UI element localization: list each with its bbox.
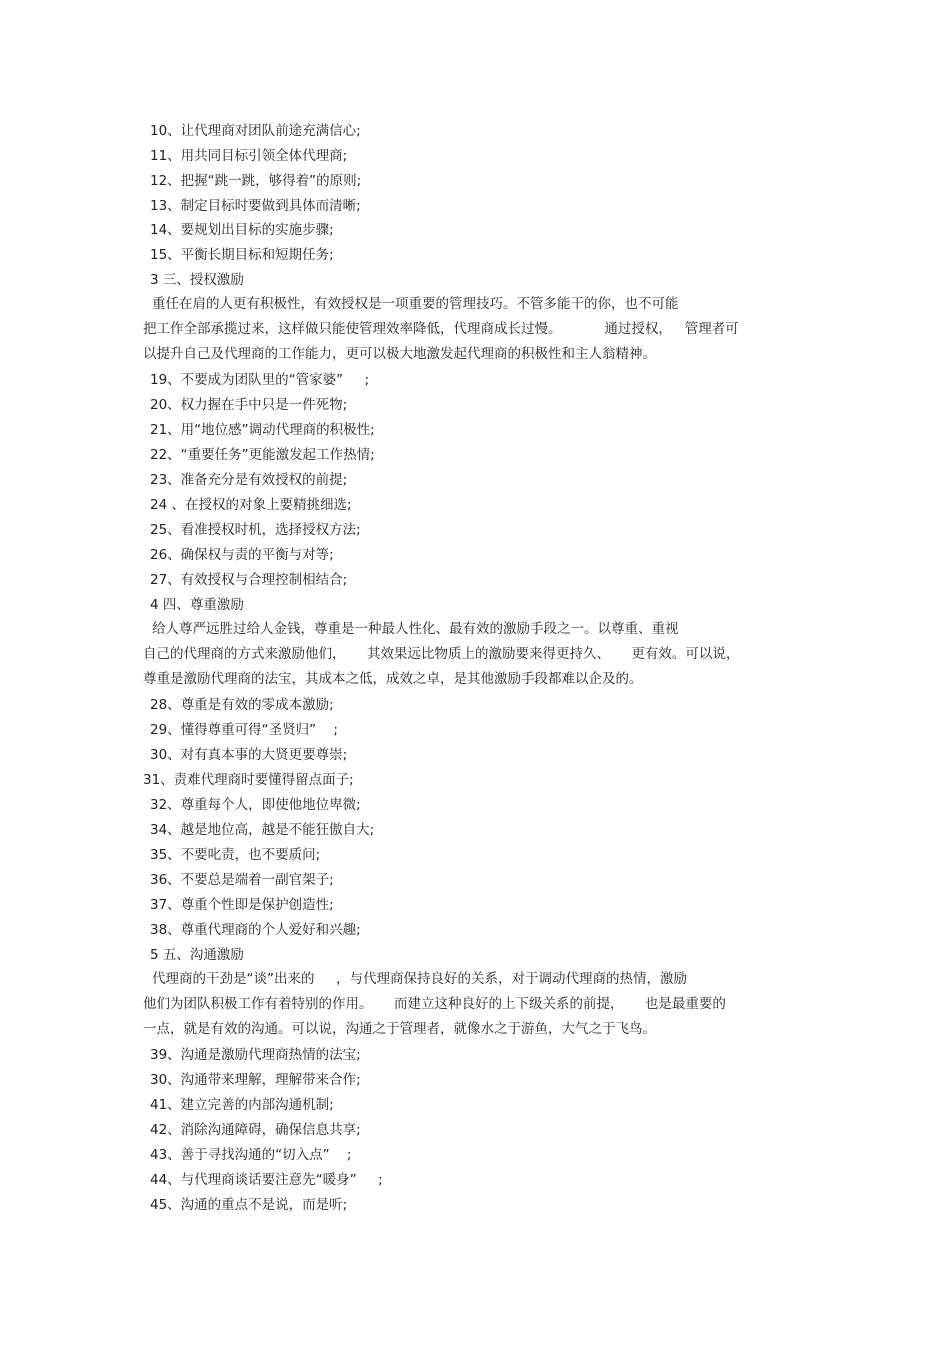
list-item: 25、看准授权时机，选择授权方法;: [150, 522, 361, 538]
list-item: 38、尊重代理商的个人爱好和兴趣;: [150, 922, 361, 938]
list-item: 45、沟通的重点不是说，而是听;: [150, 1197, 348, 1213]
section-heading: 4 四、尊重激励: [150, 597, 244, 613]
list-item: 41、建立完善的内部沟通机制;: [150, 1097, 334, 1113]
list-item: 31、责难代理商时要懂得留点面子;: [143, 772, 354, 788]
list-item: 39、沟通是激励代理商热情的法宝;: [150, 1047, 361, 1063]
list-item: 37、尊重个性即是保护创造性;: [150, 897, 334, 913]
list-item: 30、对有真本事的大贤更要尊崇;: [150, 747, 348, 763]
paragraph-line: 以提升自己及代理商的工作能力，更可以极大地激发起代理商的积极性和主人翁精神。: [143, 346, 656, 362]
list-item: 27、有效授权与合理控制相结合;: [150, 572, 348, 588]
list-item: 44、与代理商谈话要注意先“暖身” ;: [150, 1172, 383, 1188]
section-heading: 5 五、沟通激励: [150, 947, 244, 963]
paragraph-line: 自己的代理商的方式来激励他们， 其效果远比物质上的激励要来得更持久、 更有效。可以说，: [143, 646, 740, 662]
list-item: 30、沟通带来理解，理解带来合作;: [150, 1072, 361, 1088]
paragraph-line: 他们为团队积极工作有着特别的作用。 而建立这种良好的上下级关系的前提， 也是最重要的: [143, 996, 726, 1012]
paragraph-line: 代理商的干劲是“谈”出来的 ，与代理商保持良好的关系，对于调动代理商的热情，激励: [152, 971, 687, 987]
list-item: 28、尊重是有效的零成本激励;: [150, 697, 334, 713]
list-item: 21、用“地位感”调动代理商的积极性;: [150, 422, 375, 438]
paragraph-line: 把工作全部承揽过来，这样做只能使管理效率降低，代理商成长过慢。 通过授权， 管理者可: [143, 321, 739, 337]
list-item: 22、“重要任务”更能激发起工作热情;: [150, 447, 375, 463]
section-heading: 3 三、授权激励: [150, 272, 244, 288]
list-item: 34、越是地位高，越是不能狂傲自大;: [150, 822, 375, 838]
list-item: 42、消除沟通障碍，确保信息共享;: [150, 1122, 361, 1138]
list-item: 23、准备充分是有效授权的前提;: [150, 472, 348, 488]
list-item: 11、用共同目标引领全体代理商;: [150, 148, 348, 164]
list-item: 20、权力握在手中只是一件死物;: [150, 397, 348, 413]
list-item: 10、让代理商对团队前途充满信心;: [150, 123, 361, 139]
paragraph-line: 一点，就是有效的沟通。可以说，沟通之于管理者，就像水之于游鱼，大气之于飞鸟。: [143, 1021, 656, 1037]
list-item: 36、不要总是端着一副官架子;: [150, 872, 334, 888]
paragraph-line: 尊重是激励代理商的法宝，其成本之低，成效之卓，是其他激励手段都难以企及的。: [143, 671, 643, 687]
list-item: 15、平衡长期目标和短期任务;: [150, 247, 334, 263]
list-item: 29、懂得尊重可得“圣贤归” ;: [150, 722, 338, 738]
section-paragraph: [143, 617, 843, 692]
list-item: 26、确保权与责的平衡与对等;: [150, 547, 334, 563]
list-item: 43、善于寻找沟通的“切入点” ;: [150, 1147, 352, 1163]
paragraph-line: 给人尊严远胜过给人金钱，尊重是一种最人性化、最有效的激励手段之一。以尊重、重视: [152, 621, 679, 637]
list-item: 14、要规划出目标的实施步骤;: [150, 222, 334, 238]
list-item: 12、把握“跳一跳，够得着”的原则;: [150, 173, 362, 189]
paragraph-line: 重任在肩的人更有积极性，有效授权是一项重要的管理技巧。不管多能干的你，也不可能: [152, 296, 679, 312]
list-item: 35、不要叱责，也不要质问;: [150, 847, 321, 863]
section-paragraph: [143, 967, 843, 1042]
list-item: 32、尊重每个人，即使他地位卑微;: [150, 797, 361, 813]
list-item: 24 、在授权的对象上要精挑细选;: [150, 497, 352, 513]
section-paragraph: [143, 292, 843, 367]
list-item: 19、不要成为团队里的“管家婆” ;: [150, 372, 370, 388]
list-item: 13、制定目标时要做到具体而清晰;: [150, 198, 361, 214]
